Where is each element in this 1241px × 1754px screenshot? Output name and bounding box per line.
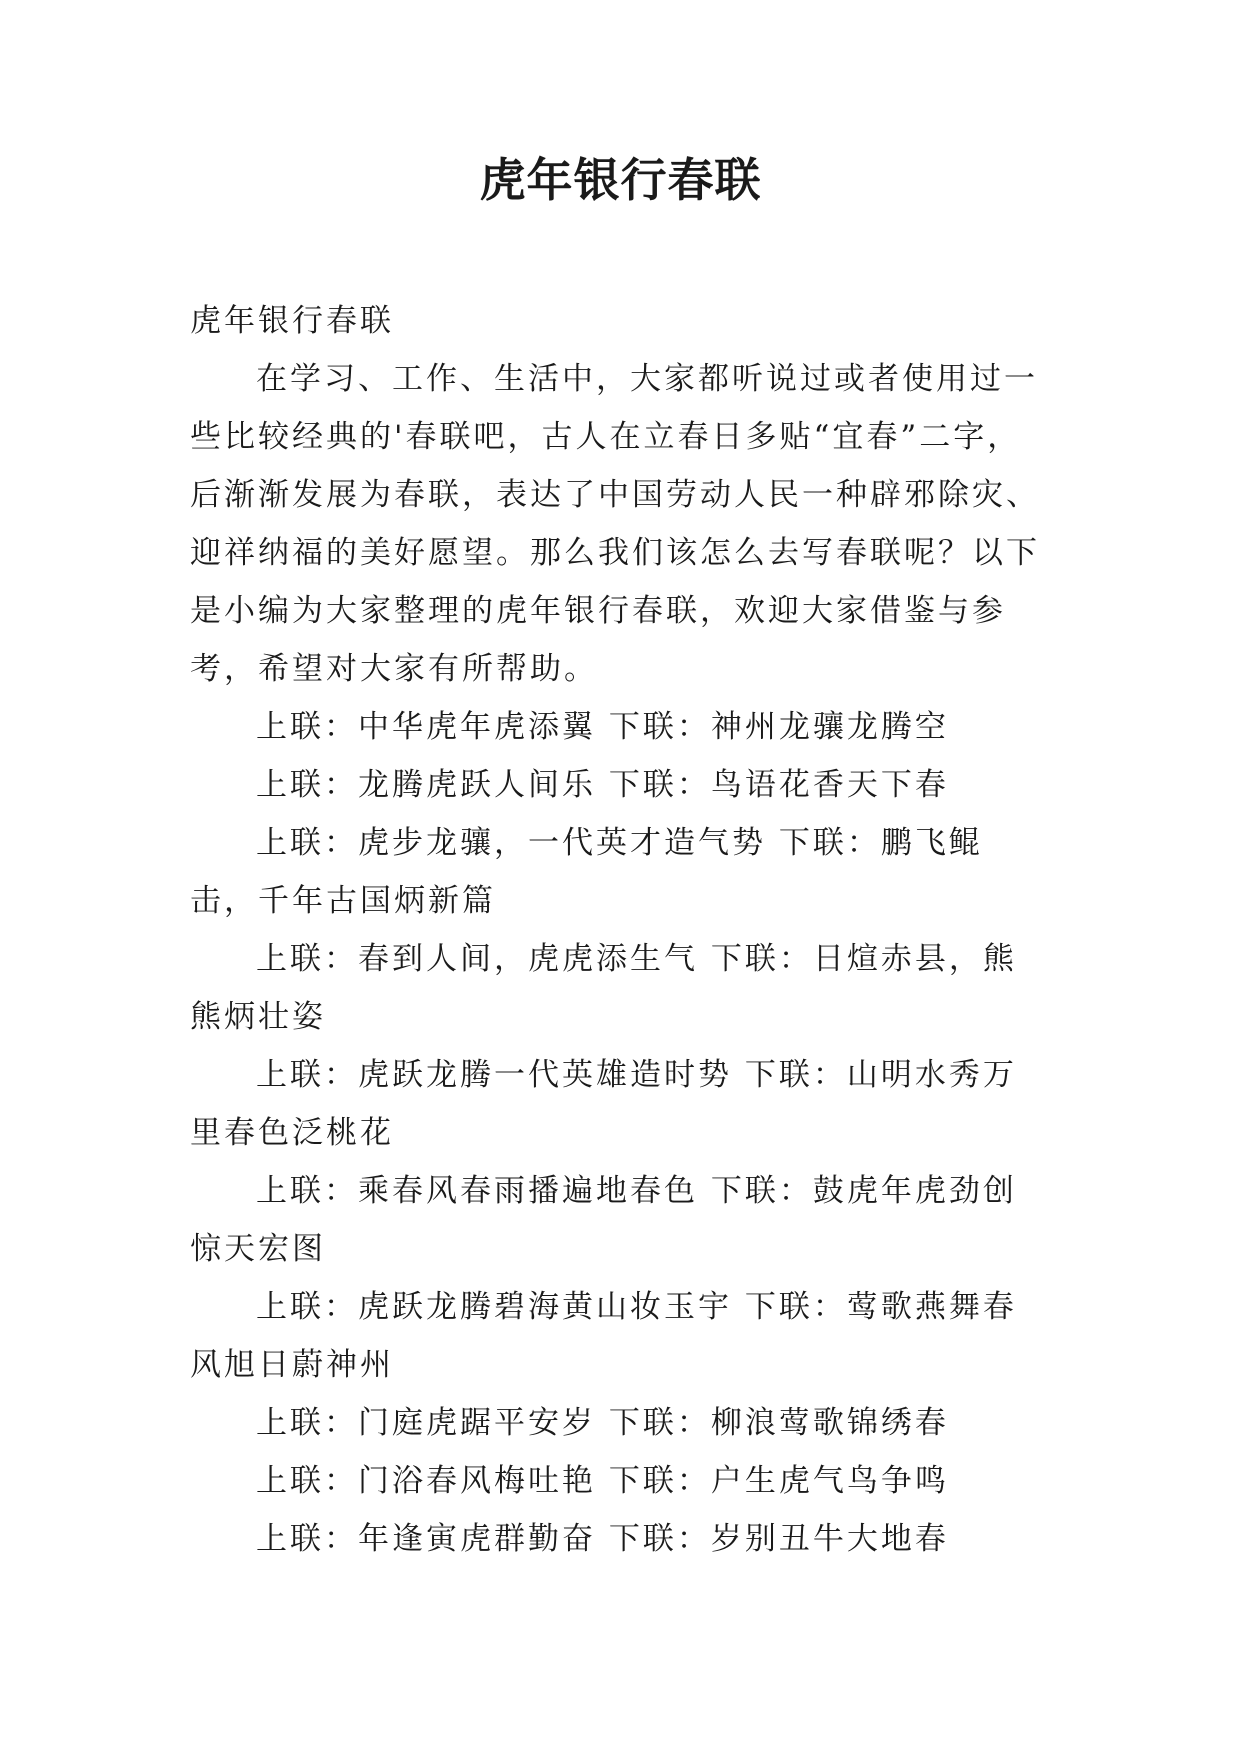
couplet-line: 上联：年逢寅虎群勤奋 下联：岁别丑牛大地春 <box>256 1521 949 1557</box>
document-body <box>190 292 1050 1568</box>
couplet-line: 上联：中华虎年虎添翼 下联：神州龙骧龙腾空 <box>256 709 949 745</box>
couplet-line: 上联：龙腾虎跃人间乐 下联：鸟语花香天下春 <box>256 767 949 803</box>
couplet-line: 上联：虎跃龙腾碧海黄山妆玉宇 下联：莺歌燕舞春风旭日蔚神州 <box>190 1289 1017 1383</box>
document-title: 虎年银行春联 <box>479 153 762 207</box>
document-subtitle: 虎年银行春联 <box>190 303 394 339</box>
couplet-line: 上联：门庭虎踞平安岁 下联：柳浪莺歌锦绣春 <box>256 1405 949 1441</box>
couplet-line: 上联：虎跃龙腾一代英雄造时势 下联：山明水秀万里春色泛桃花 <box>190 1057 1017 1151</box>
couplet-line: 上联：乘春风春雨播遍地春色 下联：鼓虎年虎劲创惊天宏图 <box>190 1173 1017 1267</box>
couplet-line: 上联：春到人间，虎虎添生气 下联：日煊赤县，熊熊炳壮姿 <box>190 941 1017 1035</box>
couplet-line: 上联：虎步龙骧，一代英才造气势 下联：鹏飞鲲击，千年古国炳新篇 <box>190 825 983 919</box>
couplet-line: 上联：门浴春风梅吐艳 下联：户生虎气鸟争鸣 <box>256 1463 949 1499</box>
intro-paragraph: 在学习、工作、生活中，大家都听说过或者使用过一些比较经典的'春联吧，古人在立春日多贴“宜春”二字，后渐渐发展为春联，表达了中国劳动人民一种辟邪除灾、迎祥纳福的美好愿望。那么我们该怎么去写春联呢？以下是小编为大家整理的虎年银行春联，欢迎大家借鉴与参考，希望对大家有所帮助。 <box>190 361 1040 687</box>
